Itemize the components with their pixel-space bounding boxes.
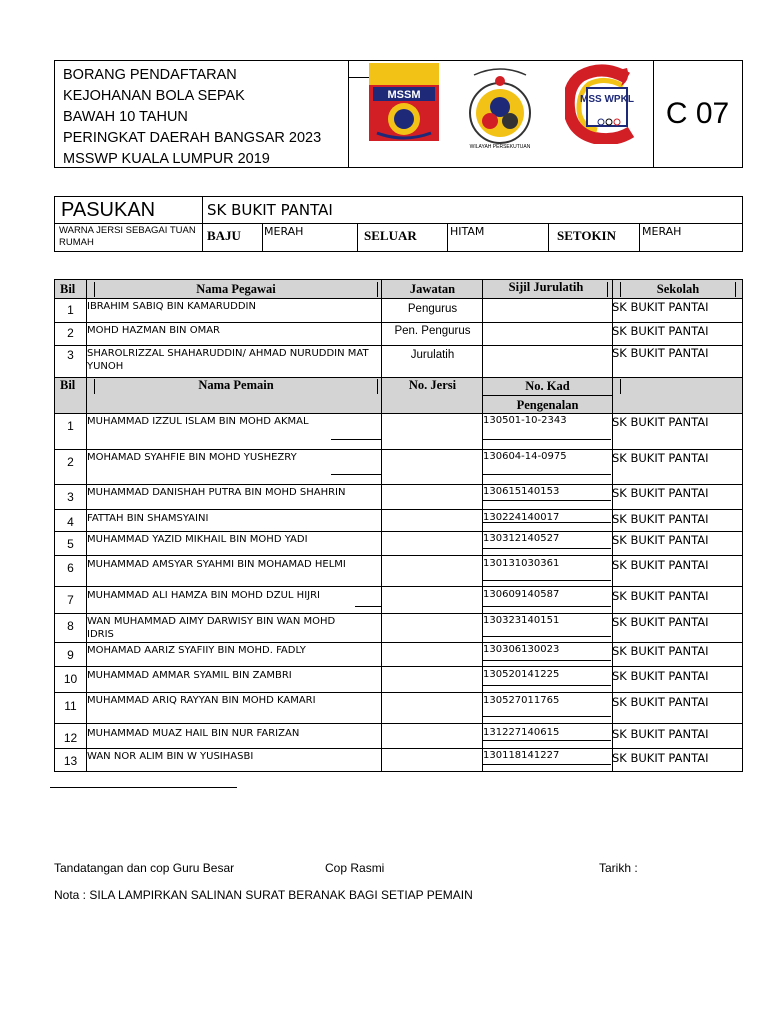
player-name: MUHAMMAD AMSYAR SYAHMI BIN MOHAMAD HELMI	[87, 559, 346, 570]
team-name: SK BUKIT PANTAI	[207, 201, 333, 219]
jersey-note: WARNA JERSI SEBAGAI TUAN RUMAH	[59, 225, 196, 248]
official-position: Jurulatih	[410, 349, 455, 361]
player-ic: 130609140587	[483, 589, 560, 600]
date-label: Tarikh :	[599, 861, 638, 875]
row-number: 4	[67, 515, 74, 529]
table-grid-line	[483, 580, 611, 581]
player-ic: 130323140151	[483, 615, 560, 626]
table-grid-line	[331, 439, 381, 440]
player-ic: 130312140527	[483, 533, 560, 544]
col-header-ic-no: No. Kad	[525, 379, 570, 393]
official-school: SK BUKIT PANTAI	[612, 300, 709, 314]
table-grid-line	[483, 660, 611, 661]
player-name: MUHAMMAD ARIQ RAYYAN BIN MOHD KAMARI	[87, 695, 316, 706]
form-header	[54, 60, 743, 168]
player-school: SK BUKIT PANTAI	[612, 727, 709, 741]
player-name: MOHAMAD SYAHFIE BIN MOHD YUSHEZRY	[87, 452, 297, 463]
player-name: MUHAMMAD ALI HAMZA BIN MOHD DZUL HIJRI	[87, 590, 320, 601]
row-number: 11	[64, 699, 77, 713]
player-ic: 130527011765	[483, 695, 560, 706]
baju-value: MERAH	[264, 225, 304, 238]
col-header-official-name: Nama Pegawai	[196, 282, 276, 296]
player-school: SK BUKIT PANTAI	[612, 695, 709, 709]
row-number: 3	[67, 490, 74, 504]
table-grid-line	[735, 282, 736, 297]
registration-table	[54, 279, 743, 772]
seluar-label: SELUAR	[364, 228, 417, 243]
official-school: SK BUKIT PANTAI	[612, 346, 709, 360]
player-name: MUHAMMAD DANISHAH PUTRA BIN MOHD SHAHRIN	[87, 487, 346, 498]
player-ic: 130604-14-0975	[483, 451, 567, 462]
row-number: 9	[67, 648, 74, 662]
table-grid-line	[377, 379, 378, 394]
table-grid-line	[55, 666, 742, 667]
player-ic: 130224140017	[483, 512, 560, 523]
player-name: WAN MUHAMMAD AIMY DARWISY BIN WAN MOHD IDRIS	[87, 616, 336, 640]
col-header-coaching-cert: Sijil Jurulatih	[508, 280, 584, 294]
table-grid-line	[483, 548, 611, 549]
form-code: C 07	[665, 97, 730, 130]
table-grid-line	[55, 613, 742, 614]
table-grid-line	[55, 748, 742, 749]
col-header-ic-no-line2: Pengenalan	[516, 398, 579, 412]
table-grid-line	[483, 500, 611, 501]
form-title-block	[63, 65, 321, 170]
setokin-label: SETOKIN	[557, 228, 617, 243]
table-grid-line	[483, 636, 611, 637]
row-number: 6	[67, 561, 74, 575]
jpn-logo-text: WILAYAH PERSEKUTUAN	[469, 144, 531, 150]
row-number: 1	[67, 419, 74, 433]
table-grid-line	[55, 449, 742, 450]
row-number: 5	[67, 537, 74, 551]
row-number: 7	[67, 593, 74, 607]
team-divider	[548, 223, 549, 251]
team-divider	[202, 197, 203, 251]
msswpkl-logo	[565, 64, 641, 144]
table-grid-line	[483, 716, 611, 717]
official-name: SHAROLRIZZAL SHAHARUDDIN/ AHMAD NURUDDIN MAT YUNOH	[87, 348, 369, 372]
player-name: MOHAMAD AARIZ SYAFIIY BIN MOHD. FADLY	[87, 645, 306, 656]
team-divider	[357, 223, 358, 251]
table-grid-line	[620, 379, 621, 394]
official-school: SK BUKIT PANTAI	[612, 324, 709, 338]
footer-note: Nota : SILA LAMPIRKAN SALINAN SURAT BERANAK BAGI SETIAP PEMAIN	[54, 888, 473, 902]
table-grid-line	[483, 685, 611, 686]
seluar-value: HITAM	[450, 225, 485, 238]
player-school: SK BUKIT PANTAI	[612, 533, 709, 547]
table-grid-line	[483, 764, 611, 765]
row-number: 3	[67, 348, 74, 362]
table-grid-line	[483, 606, 611, 607]
team-label: PASUKAN	[61, 199, 156, 221]
player-school: SK BUKIT PANTAI	[612, 558, 709, 572]
table-grid-line	[55, 555, 742, 556]
row-number: 12	[63, 731, 78, 745]
col-header-bil: Bil	[60, 282, 76, 296]
table-grid-line	[483, 395, 612, 396]
table-grid-line	[55, 692, 742, 693]
table-grid-line	[55, 723, 742, 724]
player-school: SK BUKIT PANTAI	[612, 451, 709, 465]
team-info-box	[54, 196, 743, 252]
table-grid-line	[377, 282, 378, 297]
row-number: 10	[63, 672, 78, 686]
row-number: 1	[67, 303, 74, 317]
stamp-label: Cop Rasmi	[325, 861, 385, 875]
official-position: Pen. Pengurus	[394, 325, 471, 337]
mssm-logo-text: MSSM	[387, 89, 421, 101]
player-name: MUHAMMAD YAZID MIKHAIL BIN MOHD YADI	[87, 534, 308, 545]
player-school: SK BUKIT PANTAI	[612, 615, 709, 629]
table-grid-line	[483, 439, 611, 440]
title-line-2: KEJOHANAN BOLA SEPAK	[63, 88, 245, 104]
col-header-school: Sekolah	[656, 282, 700, 296]
table-grid-line	[55, 531, 742, 532]
official-position: Pengurus	[407, 303, 458, 315]
official-name: MOHD HAZMAN BIN OMAR	[87, 325, 220, 336]
player-school: SK BUKIT PANTAI	[612, 644, 709, 658]
setokin-value: MERAH	[642, 225, 682, 238]
table-grid-line	[55, 484, 742, 485]
table-grid-line	[331, 474, 381, 475]
table-grid-line	[55, 298, 742, 299]
col-header-player-name: Nama Pemain	[198, 378, 274, 392]
player-ic: 131227140615	[483, 727, 560, 738]
table-grid-line	[55, 413, 742, 414]
player-school: SK BUKIT PANTAI	[612, 486, 709, 500]
row-number: 2	[67, 455, 74, 469]
baju-label: BAJU	[207, 228, 241, 243]
player-ic: 130501-10-2343	[483, 415, 567, 426]
row-number: 8	[67, 619, 74, 633]
col-header-bil: Bil	[60, 378, 76, 392]
team-divider	[639, 223, 640, 251]
mssm-logo	[369, 63, 439, 141]
player-ic: 130131030361	[483, 558, 560, 569]
jpn-logo	[460, 63, 540, 151]
table-grid-line	[55, 509, 742, 510]
table-grid-line	[355, 606, 381, 607]
col-header-position: Jawatan	[409, 282, 456, 296]
col-header-jersey-no: No. Jersi	[408, 378, 457, 392]
player-name: MUHAMMAD AMMAR SYAMIL BIN ZAMBRI	[87, 670, 292, 681]
table-grid-line	[483, 474, 611, 475]
player-ic: 130615140153	[483, 486, 560, 497]
title-line-3: BAWAH 10 TAHUN	[63, 109, 188, 125]
player-school: SK BUKIT PANTAI	[612, 415, 709, 429]
title-line-1: BORANG PENDAFTARAN	[63, 67, 237, 83]
table-grid-line	[55, 322, 742, 323]
table-grid-line	[483, 740, 611, 741]
player-name: FATTAH BIN SHAMSYAINI	[87, 513, 209, 524]
title-line-5: MSSWP KUALA LUMPUR 2019	[63, 151, 270, 167]
signature-label: Tandatangan dan cop Guru Besar	[54, 861, 235, 875]
player-name: WAN NOR ALIM BIN W YUSIHASBI	[87, 751, 254, 762]
player-ic: 130520141225	[483, 669, 560, 680]
player-ic: 130118141227	[483, 750, 560, 761]
player-name: MUHAMMAD MUAZ HAIL BIN NUR FARIZAN	[87, 728, 300, 739]
official-name: IBRAHIM SABIQ BIN KAMARUDDIN	[87, 301, 256, 312]
player-school: SK BUKIT PANTAI	[612, 751, 709, 765]
row-number: 2	[67, 326, 74, 340]
signature-line	[50, 787, 237, 788]
player-school: SK BUKIT PANTAI	[612, 669, 709, 683]
player-name: MUHAMMAD IZZUL ISLAM BIN MOHD AKMAL	[87, 416, 309, 427]
player-school: SK BUKIT PANTAI	[612, 512, 709, 526]
player-school: SK BUKIT PANTAI	[612, 589, 709, 603]
team-divider	[447, 223, 448, 251]
team-divider	[262, 223, 263, 251]
row-number: 13	[63, 754, 78, 768]
table-grid-line	[55, 586, 742, 587]
msswpkl-logo-text: MSS WPKL	[580, 94, 634, 105]
player-ic: 130306130023	[483, 644, 560, 655]
table-grid-line	[55, 642, 742, 643]
title-line-4: PERINGKAT DAERAH BANGSAR 2023	[63, 130, 322, 146]
